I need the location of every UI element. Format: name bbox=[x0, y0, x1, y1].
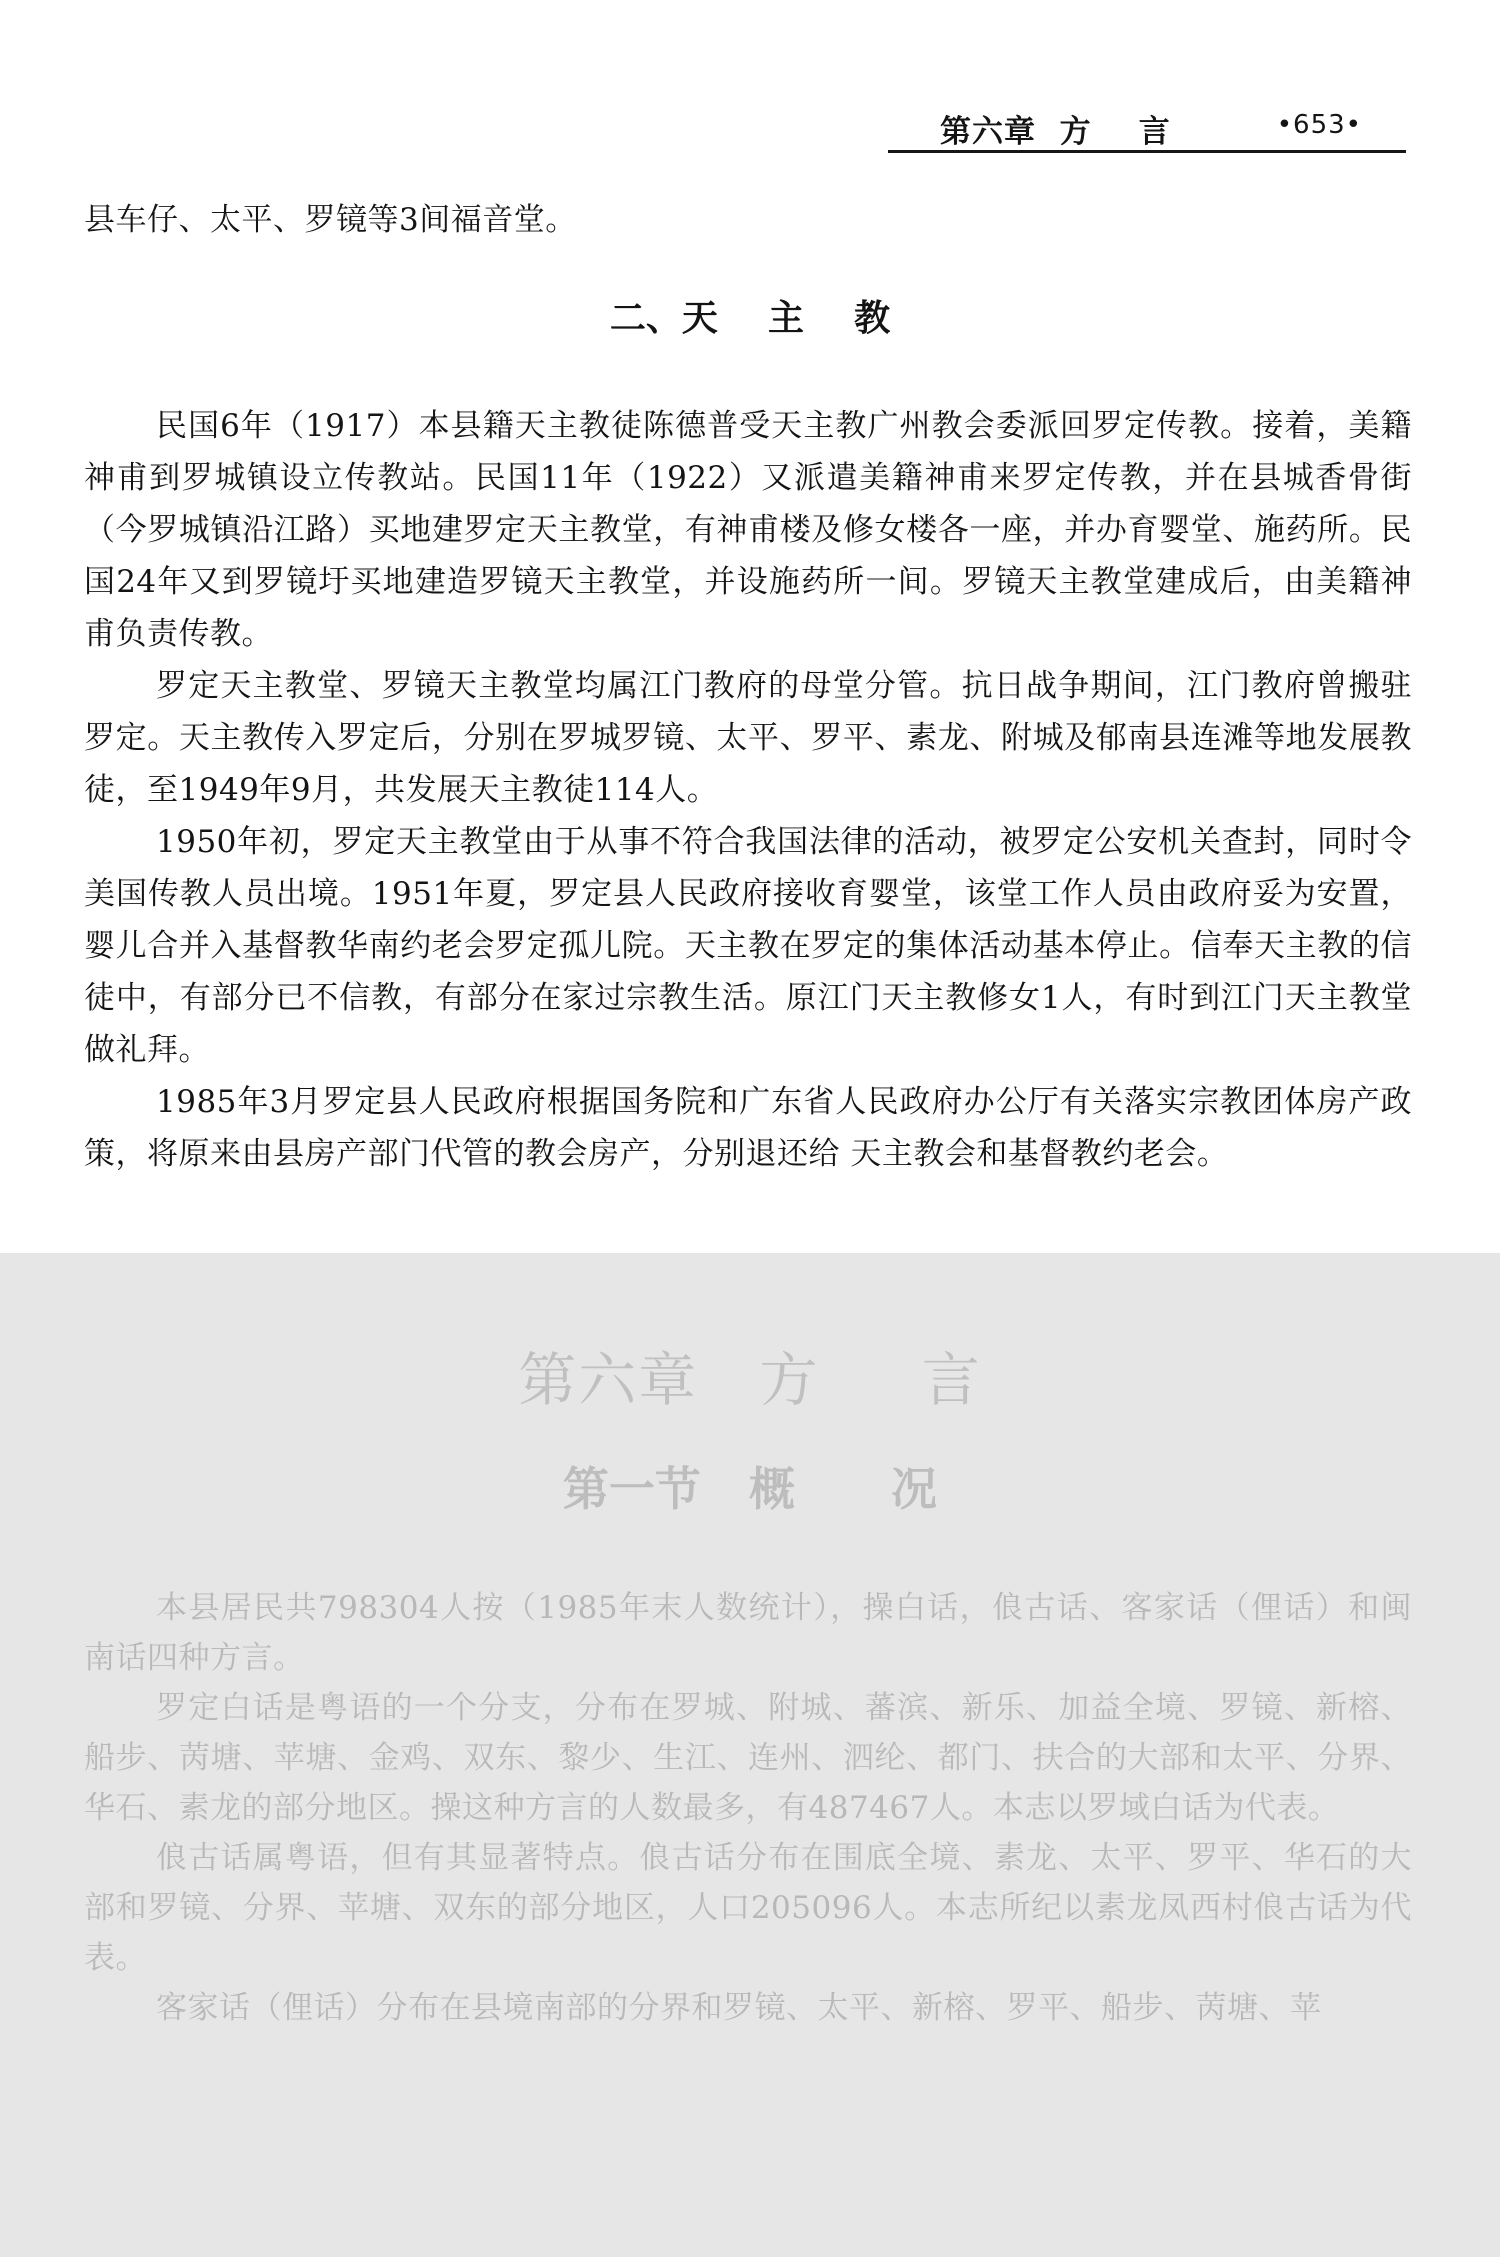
section-heading: 第一节 概 况 bbox=[562, 1462, 938, 1516]
main-body bbox=[84, 400, 1412, 1180]
section-title: 二、天 主 教 bbox=[609, 298, 891, 339]
continuation-line: 县车仔、太平、罗镜等3间福音堂。 bbox=[84, 202, 577, 238]
paragraph: 俍古话属粤语，但有其显著特点。俍古话分布在围底全境、素龙、太平、罗平、华石的大部和罗镜、分界、苹塘、双东的部分地区，人口205096人。本志所纪以素龙凤西村俍古话为代表。 bbox=[84, 1840, 1412, 1976]
faded-body bbox=[84, 1583, 1412, 2033]
running-header bbox=[888, 100, 1406, 153]
faded-next-page bbox=[0, 1253, 1500, 2257]
paragraph: 1985年3月罗定县人民政府根据国务院和广东省人民政府办公厅有关落实宗教团体房产政策，将原来由县房产部门代管的教会房产，分别退还给 天主教会和基督教约老会。 bbox=[84, 1084, 1412, 1172]
paragraph: 民国6年（1917）本县籍天主教徒陈德普受天主教广州教会委派回罗定传教。接着，美籍神甫到罗城镇设立传教站。民国11年（1922）又派遣美籍神甫来罗定传教，并在县城香骨街（今罗城镇沿江路）买地建罗定天主教堂，有神甫楼及修女楼各一座，并办育婴堂、施药所。民国24年又到罗镜圩买地建造罗镜天主教堂，并设施药所一间。罗镜天主教堂建成后，由美籍神甫负责传教。 bbox=[84, 408, 1412, 652]
paragraph: 本县居民共798304人按（1985年末人数统计），操白话，俍古话、客家话（俚话）和闽南话四种方言。 bbox=[84, 1590, 1412, 1676]
paragraph: 罗定天主教堂、罗镜天主教堂均属江门教府的母堂分管。抗日战争期间，江门教府曾搬驻罗定。天主教传入罗定后，分别在罗城罗镜、太平、罗平、素龙、附城及郁南县连滩等地发展教徒，至1949年9月，共发展天主教徒114人。 bbox=[84, 668, 1412, 808]
chapter-title: 第六章 方 言 bbox=[518, 1346, 982, 1414]
paragraph: 客家话（俚话）分布在县境南部的分界和罗镜、太平、新榕、罗平、船步、苪塘、苹 bbox=[156, 1990, 1322, 2026]
paragraph: 1950年初，罗定天主教堂由于从事不符合我国法律的活动，被罗定公安机关查封，同时令美国传教人员出境。1951年夏，罗定县人民政府接收育婴堂，该堂工作人员由政府妥为安置，婴儿合并入基督教华南约老会罗定孤儿院。天主教在罗定的集体活动基本停止。信奉天主教的信徒中，有部分已不信教，有部分在家过宗教生活。原江门天主教修女1人，有时到江门天主教堂做礼拜。 bbox=[84, 824, 1412, 1068]
paragraph: 罗定白话是粤语的一个分支，分布在罗城、附城、蕃滨、新乐、加益全境、罗镜、新榕、船步、苪塘、苹塘、金鸡、双东、黎少、生江、连州、泗纶、都门、扶合的大部和太平、分界、华石、素龙的部分地区。操这种方言的人数最多，有487467人。本志以罗域白话为代表。 bbox=[84, 1690, 1412, 1826]
header-chapter-title: 第六章 方 言 bbox=[940, 114, 1171, 150]
page-number: •653• bbox=[1276, 110, 1362, 140]
